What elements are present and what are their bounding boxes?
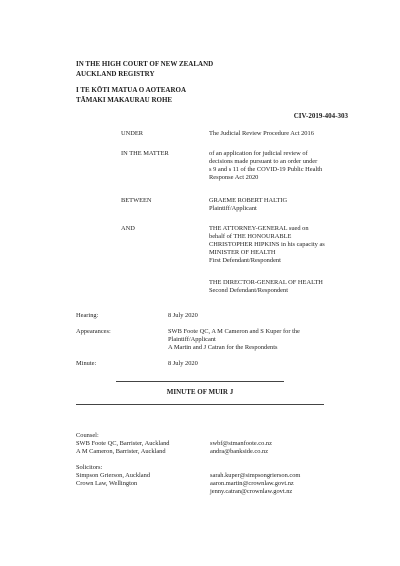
second-defendant-name: THE DIRECTOR-GENERAL OF HEALTH [209, 279, 323, 286]
minute-date: 8 July 2020 [168, 360, 198, 367]
counsel-email: andra@bankside.co.nz [210, 448, 269, 455]
appearances-text: SWB Foote QC, A M Cameron and S Kuper for the Plaintiff/Applicant A Martin and J Catran for the Respondents [168, 328, 300, 351]
second-defendant-role: Second Defendant/Respondent [209, 287, 288, 294]
appearances-label: Appearances: [76, 328, 111, 335]
under-label: UNDER [121, 130, 144, 137]
minute-title: MINUTE OF MUIR J [166, 388, 234, 396]
matter-label: IN THE MATTER [121, 150, 169, 157]
solicitor-email: sarah.kuper@simpsongrierson.com [210, 472, 301, 479]
hearing-date: 8 July 2020 [168, 312, 198, 319]
plaintiff-role: Plaintiff/Applicant [209, 205, 257, 212]
title-rule-top [116, 381, 284, 382]
counsel-row: SWB Foote QC, Barrister, Auckland [76, 440, 170, 447]
hearing-label: Hearing: [76, 312, 99, 319]
second-defendant-block [209, 279, 323, 295]
solicitor-email: aaron.martin@crownlaw.govt.nz [210, 480, 294, 487]
solicitor-email: jenny.catran@crownlaw.govt.nz [210, 488, 293, 495]
plaintiff-block [209, 197, 287, 213]
title-rule-bottom [76, 404, 324, 405]
plaintiff-name: GRAEME ROBERT HALTIG [209, 197, 288, 204]
matter-text: of an application for judicial review of decisions made pursuant to an order under s 9 and s 11 of the COVID-19 Public Health Response Act 2020 [209, 150, 323, 181]
court-registry-maori: TĀMAKI MAKAURAU ROHE [76, 96, 173, 104]
court-name-maori: I TE KŌTI MATUA O AOTEAROA [76, 86, 187, 94]
court-registry: AUCKLAND REGISTRY [76, 70, 155, 78]
solicitor-row: Crown Law, Wellington [76, 480, 138, 487]
counsel-row: A M Cameron, Barrister, Auckland [76, 448, 166, 455]
court-name: IN THE HIGH COURT OF NEW ZEALAND [76, 60, 214, 68]
counsel-email: swbf@stmanfoote.co.nz [210, 440, 272, 447]
between-label: BETWEEN [121, 197, 152, 204]
first-defendant-block: THE ATTORNEY-GENERAL sued on behalf of THE HONOURABLE CHRISTOPHER HIPKINS in his capacity as MINISTER OF HEALTH First Defendant/Respondent [209, 225, 325, 264]
solicitors-heading: Solicitors: [76, 464, 103, 471]
minute-label: Minute: [76, 360, 97, 367]
and-label: AND [121, 225, 135, 232]
counsel-heading: Counsel: [76, 432, 99, 439]
case-number: CIV-2019-404-303 [293, 112, 348, 120]
solicitor-row: Simpson Grierson, Auckland [76, 472, 151, 479]
under-text: The Judicial Review Procedure Act 2016 [209, 130, 314, 137]
